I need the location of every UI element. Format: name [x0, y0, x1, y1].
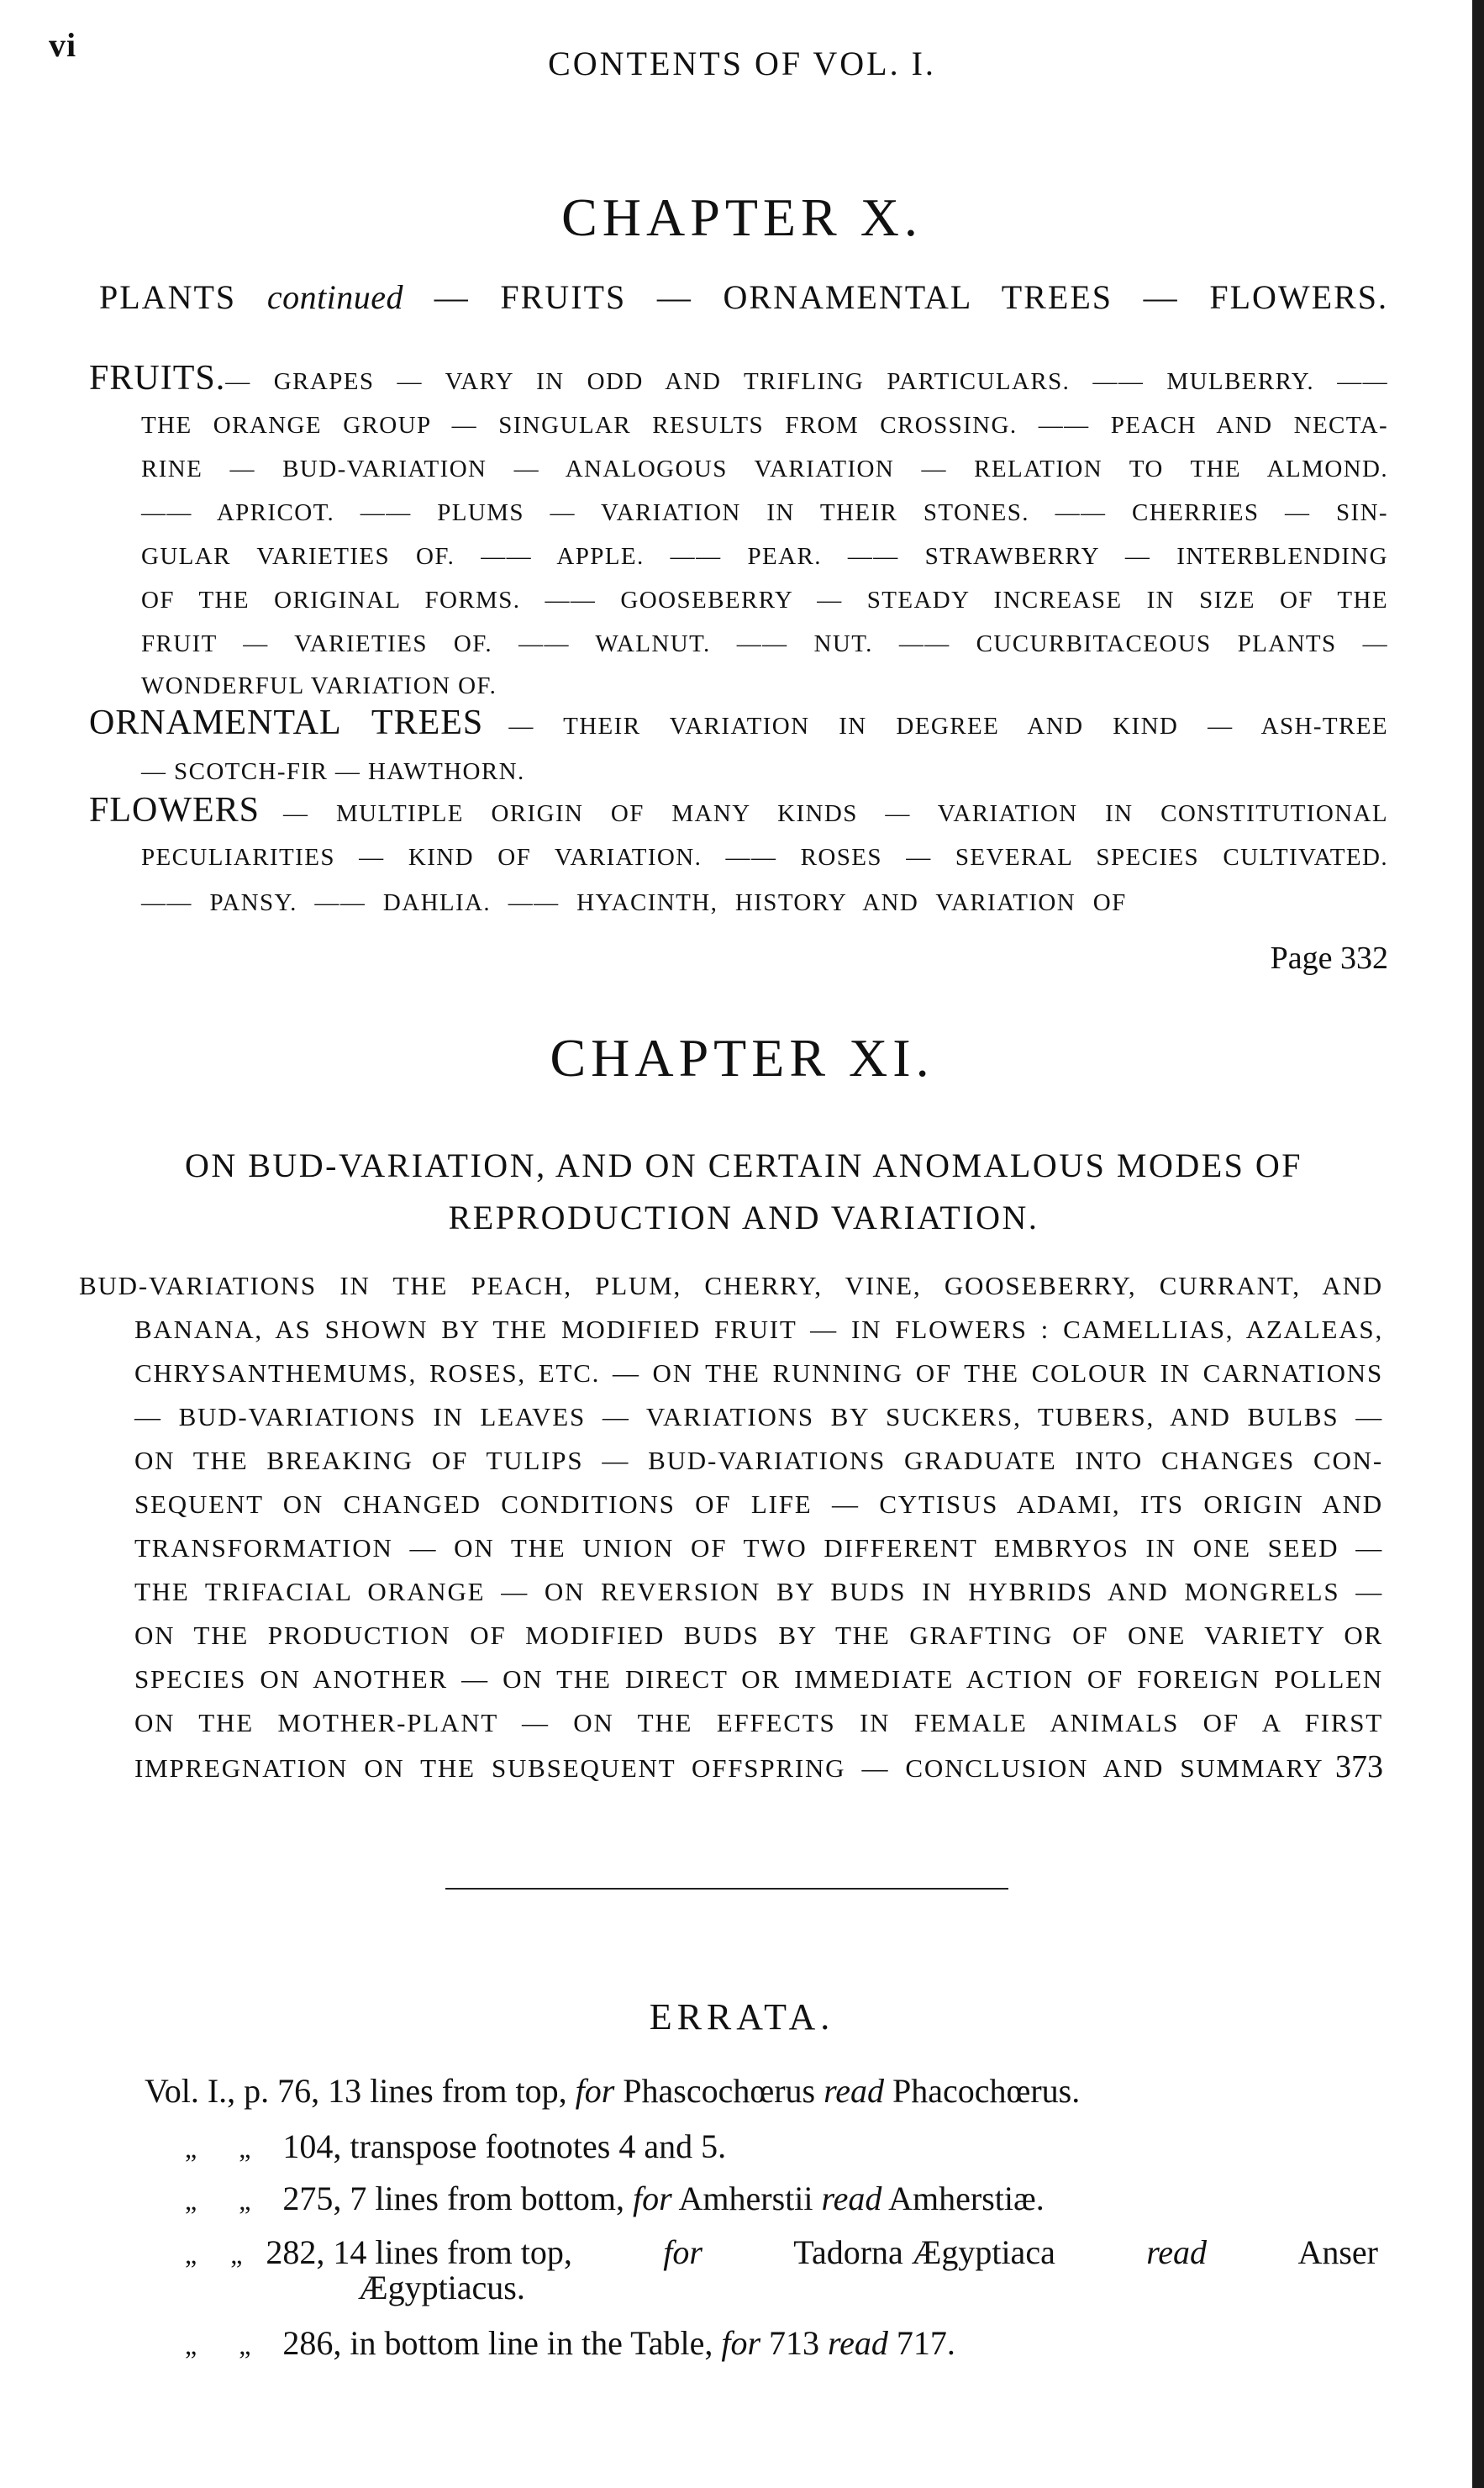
ditto-mark: „	[185, 2133, 197, 2164]
chapter-xi-line-12	[134, 1748, 1383, 1785]
chapter-x-subtitle	[99, 277, 1388, 317]
errata-5-wrong: 713	[769, 2324, 820, 2362]
errata-3-correct: Amherstiæ.	[888, 2180, 1045, 2217]
section-divider	[445, 1888, 1008, 1890]
ditto-mark: „	[239, 2330, 251, 2360]
errata-entry-4	[185, 2232, 1378, 2272]
page-number: vi	[49, 26, 77, 64]
chapter-xi-line-11: ON THE MOTHER-PLANT — ON THE EFFECTS IN FEMALE ANIMALS OF A FIRST	[134, 1708, 1383, 1737]
ditto-mark: „	[185, 2330, 197, 2360]
errata-3-wrong: Amherstii	[678, 2180, 813, 2217]
fruits-text: — GRAPES — VARY IN ODD AND TRIFLING PARTICULARS. —— MULBERRY. ——	[225, 368, 1388, 395]
errata-1-wrong: Phascochœrus	[623, 2072, 816, 2110]
errata-5-correct: 717.	[896, 2324, 955, 2362]
fruits-line-3: RINE — BUD-VARIATION — ANALOGOUS VARIATION — RELATION TO THE ALMOND.	[141, 456, 1388, 482]
chapter-xi-line-3: CHRYSANTHEMUMS, ROSES, ETC. — ON THE RUNNING OF THE COLOUR IN CARNATIONS	[134, 1358, 1383, 1388]
chapter-xi-page-ref: 373	[1335, 1749, 1383, 1784]
flowers-line-3: —— PANSY. —— DAHLIA. —— HYACINTH, HISTORY AND VARIATION OF	[141, 889, 1127, 916]
trees-line-1	[89, 703, 1388, 743]
chapter-xi-line-7: TRANSFORMATION — ON THE UNION OF TWO DIFFERENT EMBRYOS IN ONE SEED —	[134, 1533, 1383, 1563]
chapter-xi-last-text: IMPREGNATION ON THE SUBSEQUENT OFFSPRING — CONCLUSION AND SUMMARY	[134, 1753, 1324, 1783]
trees-heading: ORNAMENTAL TREES	[89, 704, 484, 742]
ditto-mark: „	[239, 2185, 251, 2216]
errata-4-wrong: Tadorna Ægyptiaca	[793, 2233, 1055, 2271]
flowers-heading: FLOWERS	[89, 791, 260, 830]
flowers-text: — MULTIPLE ORIGIN OF MANY KINDS — VARIATION IN CONSTITUTIONAL	[282, 800, 1388, 827]
errata-4-read: read	[1146, 2233, 1208, 2271]
chapter-xi-line-6: SEQUENT ON CHANGED CONDITIONS OF LIFE — CYTISUS ADAMI, ITS ORIGIN AND	[134, 1489, 1383, 1519]
errata-5-location: 286, in bottom line in the Table,	[282, 2324, 713, 2362]
ditto-mark: „	[230, 2239, 243, 2269]
trees-text: — THEIR VARIATION IN DEGREE AND KIND — ASH-TREE	[508, 713, 1389, 740]
errata-4-continued: Ægyptiacus.	[358, 2269, 525, 2306]
errata-5-for: for	[721, 2324, 761, 2362]
subtitle-plants: PLANTS	[99, 278, 237, 316]
chapter-xi-line-8: THE TRIFACIAL ORANGE — ON REVERSION BY BUDS IN HYBRIDS AND MONGRELS —	[134, 1577, 1383, 1606]
chapter-xi-line-1: BUD-VARIATIONS IN THE PEACH, PLUM, CHERRY, VINE, GOOSEBERRY, CURRANT, AND	[79, 1271, 1383, 1300]
errata-3-location: 275, 7 lines from bottom,	[282, 2180, 625, 2217]
chapter-xi-line-5: ON THE BREAKING OF TULIPS — BUD-VARIATIONS GRADUATE INTO CHANGES CON-	[134, 1446, 1383, 1475]
chapter-xi-line-4: — BUD-VARIATIONS IN LEAVES — VARIATIONS BY SUCKERS, TUBERS, AND BULBS —	[134, 1402, 1383, 1431]
scan-edge	[1472, 0, 1484, 2488]
errata-3-read: read	[821, 2180, 882, 2217]
fruits-line-5: GULAR VARIETIES OF. —— APPLE. —— PEAR. —— STRAWBERRY — INTERBLENDING	[141, 543, 1388, 570]
fruits-line-7: FRUIT — VARIETIES OF. —— WALNUT. —— NUT. —— CUCURBITACEOUS PLANTS —	[141, 630, 1388, 657]
running-title: CONTENTS OF VOL. I.	[548, 45, 936, 82]
errata-1-correct: Phacochœrus.	[892, 2072, 1081, 2110]
errata-entry-2	[185, 2127, 726, 2166]
fruits-heading: FRUITS.	[89, 359, 226, 398]
errata-entry-3	[185, 2179, 1045, 2218]
errata-entry-5	[185, 2323, 955, 2363]
chapter-x-page-ref: Page 332	[1270, 941, 1388, 976]
fruits-line-6: OF THE ORIGINAL FORMS. —— GOOSEBERRY — STEADY INCREASE IN SIZE OF THE	[141, 587, 1388, 614]
subtitle-continued: continued	[266, 278, 404, 316]
chapter-xi-line-9: ON THE PRODUCTION OF MODIFIED BUDS BY THE GRAFTING OF ONE VARIETY OR	[134, 1621, 1383, 1650]
subtitle-rest: — FRUITS — ORNAMENTAL TREES — FLOWERS.	[434, 278, 1389, 316]
errata-entry-1	[145, 2071, 1080, 2111]
ditto-mark: „	[239, 2133, 251, 2164]
fruits-line-8: WONDERFUL VARIATION OF.	[141, 672, 497, 699]
errata-5-read: read	[828, 2324, 888, 2362]
fruits-line-2: THE ORANGE GROUP — SINGULAR RESULTS FROM CROSSING. —— PEACH AND NECTA-	[141, 412, 1388, 439]
errata-4-correct: Anser	[1297, 2233, 1378, 2271]
chapter-xi-heading: CHAPTER XI.	[550, 1028, 934, 1088]
fruits-line-4: —— APRICOT. —— PLUMS — VARIATION IN THEIR STONES. —— CHERRIES — SIN-	[141, 499, 1388, 526]
chapter-xi-line-2: BANANA, AS SHOWN BY THE MODIFIED FRUIT — IN FLOWERS : CAMELLIAS, AZALEAS,	[134, 1315, 1383, 1344]
errata-4-for: for	[663, 2233, 703, 2271]
chapter-xi-line-10: SPECIES ON ANOTHER — ON THE DIRECT OR IMMEDIATE ACTION OF FOREIGN POLLEN	[134, 1664, 1383, 1694]
chapter-xi-subtitle-2: REPRODUCTION AND VARIATION.	[448, 1199, 1039, 1236]
errata-4-location: 282, 14 lines from top,	[266, 2233, 572, 2271]
fruits-line-1	[89, 358, 1388, 398]
chapter-x-heading: CHAPTER X.	[561, 187, 923, 247]
errata-1-read: read	[824, 2072, 884, 2110]
flowers-line-2: PECULIARITIES — KIND OF VARIATION. —— ROSES — SEVERAL SPECIES CULTIVATED.	[141, 844, 1388, 871]
trees-line-2: — SCOTCH-FIR — HAWTHORN.	[141, 758, 525, 785]
errata-title: ERRATA.	[649, 1996, 835, 2037]
flowers-line-1	[89, 790, 1388, 830]
chapter-xi-subtitle-1: ON BUD-VARIATION, AND ON CERTAIN ANOMALOUS MODES OF	[184, 1146, 1303, 1184]
errata-1-for: for	[575, 2072, 615, 2110]
errata-3-for: for	[633, 2180, 672, 2217]
errata-1-location: Vol. I., p. 76, 13 lines from top,	[145, 2072, 567, 2110]
errata-2-text: 104, transpose footnotes 4 and 5.	[282, 2127, 727, 2165]
ditto-mark: „	[185, 2185, 197, 2216]
ditto-mark: „	[185, 2239, 197, 2269]
